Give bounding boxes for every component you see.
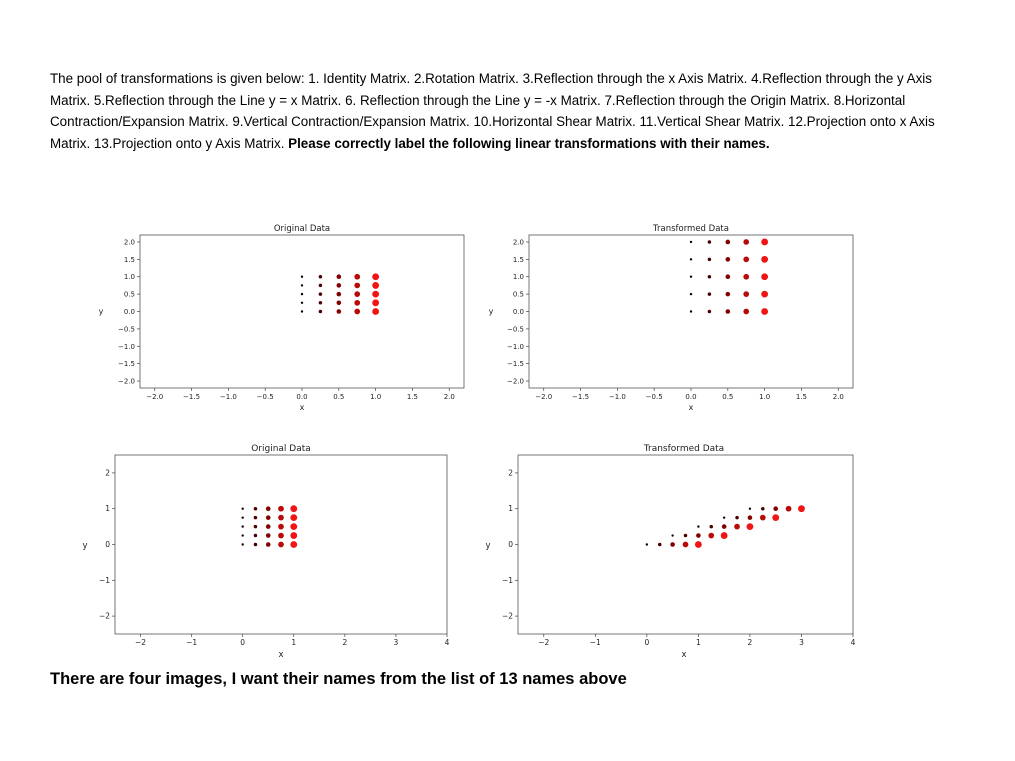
data-point (301, 310, 303, 312)
data-point (670, 542, 675, 547)
y-tick-label: 0.0 (123, 308, 135, 316)
data-point (722, 524, 727, 529)
data-point (354, 283, 360, 289)
transformation-pool-text: The pool of transformations is given below: 1. Identity Matrix. 2.Rotation Matrix. 3.Reflection through the x Axis Matrix. 4.Reflection through the y Axis Matrix. 5.Reflection through the Line y = x Matrix. 6. Reflection through the Line y = -x Matrix. 7.Reflection through the Origin Matrix. 8.Horizontal Contraction/Expansion Matrix. 9.Vertical Contraction/Expansion Matrix. 10.Horizontal Shear Matrix. 11.Vertical Shear Matrix. 12.Projection onto x Axis Matrix. 13.Projection onto y Axis Matrix. (50, 71, 935, 151)
data-point (798, 505, 805, 512)
data-point (372, 308, 379, 315)
chart-title: Transformed Data (653, 224, 729, 234)
x-tick-label: 0.5 (333, 393, 345, 401)
data-point (266, 515, 271, 520)
data-point (697, 525, 699, 527)
x-tick-label: 2 (747, 638, 753, 647)
x-tick-label: −0.5 (256, 393, 274, 401)
data-point (241, 516, 243, 518)
x-tick-label: 0 (644, 638, 650, 647)
x-tick-label: 0.0 (685, 393, 697, 401)
data-point (290, 532, 297, 539)
data-point (337, 283, 342, 288)
data-point (290, 523, 297, 530)
data-point (772, 514, 779, 521)
data-point (734, 524, 740, 530)
x-tick-label: −1.0 (219, 393, 237, 401)
data-point (372, 282, 379, 289)
x-tick-label: 1.0 (759, 393, 771, 401)
data-point (372, 299, 379, 306)
y-tick-label: −0.5 (118, 325, 135, 334)
y-axis-label: y (485, 541, 491, 551)
data-point (337, 309, 342, 314)
data-point (241, 508, 243, 510)
data-point (708, 275, 712, 279)
data-point (786, 506, 792, 512)
data-point (337, 292, 342, 297)
data-point (690, 241, 692, 243)
data-point (254, 516, 258, 520)
x-tick-label: −1.0 (608, 393, 626, 401)
data-point (761, 273, 768, 280)
data-point (319, 292, 323, 296)
y-tick-label: 1.0 (512, 273, 524, 282)
data-point (684, 534, 688, 538)
x-axis-label: x (681, 650, 687, 660)
data-point (301, 302, 303, 304)
y-tick-label: −1.0 (507, 342, 524, 351)
y-tick-label: −2 (98, 611, 110, 621)
y-axis-label: y (488, 307, 494, 316)
y-tick-label: −1 (98, 575, 110, 585)
data-point (278, 524, 284, 530)
y-tick-label: 0 (508, 540, 513, 549)
data-point (278, 515, 284, 521)
data-point (354, 274, 360, 280)
data-point (354, 291, 360, 297)
y-tick-label: −1.5 (118, 360, 135, 369)
data-point (290, 505, 297, 512)
y-tick-label: 0.5 (512, 290, 524, 299)
data-point (696, 533, 701, 538)
data-point (266, 533, 271, 538)
data-point (735, 516, 739, 520)
data-point (354, 309, 360, 315)
footer-question: There are four images, I want their names from the list of 13 names above (50, 670, 627, 688)
chart-original-1 (98, 220, 470, 420)
x-tick-label: −1.5 (572, 393, 590, 401)
data-point (695, 541, 702, 548)
data-point (254, 534, 258, 538)
data-point (301, 293, 303, 295)
data-point (290, 541, 297, 548)
data-point (254, 507, 258, 511)
data-point (290, 514, 297, 521)
y-tick-label: 1 (508, 504, 513, 514)
y-tick-label: 1.0 (123, 273, 135, 282)
x-tick-label: −1 (589, 638, 601, 647)
data-point (254, 543, 258, 547)
x-axis-label: x (299, 403, 305, 412)
x-tick-label: 1.5 (795, 393, 808, 401)
data-point (266, 524, 271, 529)
x-tick-label: 1.0 (370, 393, 382, 401)
chart-transformed-1 (488, 220, 860, 420)
y-tick-label: 2.0 (512, 238, 524, 247)
data-point (266, 542, 271, 547)
y-tick-label: 0.0 (512, 308, 524, 316)
question-text (50, 68, 940, 154)
data-point (708, 310, 712, 314)
y-tick-label: −1.5 (507, 360, 524, 369)
data-point (278, 542, 284, 548)
data-point (646, 543, 648, 545)
data-point (658, 543, 662, 547)
data-point (708, 292, 712, 296)
y-axis-label: y (82, 541, 88, 551)
x-tick-label: 2 (342, 638, 348, 647)
instruction-text: Please correctly label the following linear transformations with their names. (288, 135, 770, 151)
y-tick-label: −0.5 (507, 325, 524, 334)
data-point (726, 274, 731, 279)
data-point (743, 256, 749, 262)
data-point (354, 300, 360, 306)
chart-original-2 (75, 440, 465, 665)
data-point (254, 525, 258, 529)
data-point (761, 507, 765, 511)
data-point (761, 291, 768, 298)
data-point (747, 523, 754, 530)
x-tick-label: −2 (538, 638, 550, 647)
data-point (241, 543, 243, 545)
data-point (761, 256, 768, 263)
y-tick-label: 1.5 (123, 255, 135, 264)
data-point (690, 276, 692, 278)
data-point (749, 508, 751, 510)
x-tick-label: 0.0 (296, 393, 308, 401)
data-point (690, 258, 692, 260)
y-tick-label: 2.0 (123, 238, 135, 247)
data-point (278, 533, 284, 539)
x-tick-label: 1 (291, 638, 297, 647)
data-point (761, 308, 768, 315)
y-tick-label: −1.0 (118, 342, 135, 351)
x-tick-label: −1.5 (183, 393, 201, 401)
x-tick-label: −2.0 (146, 393, 164, 401)
data-point (241, 534, 243, 536)
data-point (710, 525, 714, 529)
x-tick-label: 3 (799, 638, 804, 647)
data-point (337, 301, 342, 306)
data-point (760, 515, 766, 521)
data-point (726, 292, 731, 297)
data-point (690, 293, 692, 295)
y-tick-label: 1 (105, 504, 110, 514)
x-tick-label: −2.0 (535, 393, 553, 401)
data-point (319, 310, 323, 314)
data-point (721, 532, 728, 539)
data-point (726, 309, 731, 314)
data-point (743, 239, 749, 245)
chart-title: Original Data (251, 444, 311, 454)
y-axis-label: y (98, 307, 104, 316)
data-point (726, 257, 731, 262)
x-tick-label: 1 (695, 638, 701, 647)
x-tick-label: 4 (850, 638, 856, 647)
x-tick-label: 2.0 (832, 393, 844, 401)
x-tick-label: 0.5 (722, 393, 734, 401)
data-point (301, 276, 303, 278)
chart-title: Original Data (273, 224, 331, 234)
data-point (372, 273, 379, 280)
chart-title: Transformed Data (643, 444, 725, 454)
data-point (743, 309, 749, 315)
y-tick-label: 2 (105, 468, 110, 478)
data-point (743, 291, 749, 297)
x-tick-label: 1.5 (406, 393, 419, 401)
y-tick-label: −2 (501, 611, 513, 621)
data-point (266, 506, 271, 511)
x-axis-label: x (278, 650, 284, 660)
data-point (671, 534, 673, 536)
data-point (723, 516, 725, 518)
data-point (708, 533, 714, 539)
y-tick-label: 2 (508, 468, 513, 478)
data-point (726, 240, 731, 245)
x-tick-label: 4 (444, 638, 450, 647)
x-tick-label: 2.0 (443, 393, 455, 401)
y-tick-label: −2.0 (118, 377, 135, 386)
data-point (773, 506, 778, 511)
data-point (301, 284, 303, 286)
x-tick-label: −0.5 (645, 393, 663, 401)
data-point (319, 284, 323, 288)
data-point (708, 258, 712, 262)
data-point (690, 310, 692, 312)
y-tick-label: 0.5 (123, 290, 135, 299)
data-point (319, 275, 323, 279)
y-tick-label: 0 (105, 540, 110, 549)
chart-transformed-2 (480, 440, 870, 665)
data-point (683, 542, 689, 548)
data-point (708, 240, 712, 244)
data-point (278, 506, 284, 512)
data-point (748, 515, 753, 520)
data-point (337, 274, 342, 279)
x-tick-label: −2 (135, 638, 147, 647)
y-tick-label: −1 (501, 575, 513, 585)
x-tick-label: −1 (186, 638, 198, 647)
data-point (319, 301, 323, 305)
y-tick-label: −2.0 (507, 377, 524, 386)
data-point (743, 274, 749, 280)
x-axis-label: x (688, 403, 694, 412)
x-tick-label: 0 (240, 638, 246, 647)
data-point (372, 291, 379, 298)
data-point (241, 525, 243, 527)
data-point (761, 239, 768, 246)
x-tick-label: 3 (393, 638, 399, 647)
y-tick-label: 1.5 (512, 255, 524, 264)
